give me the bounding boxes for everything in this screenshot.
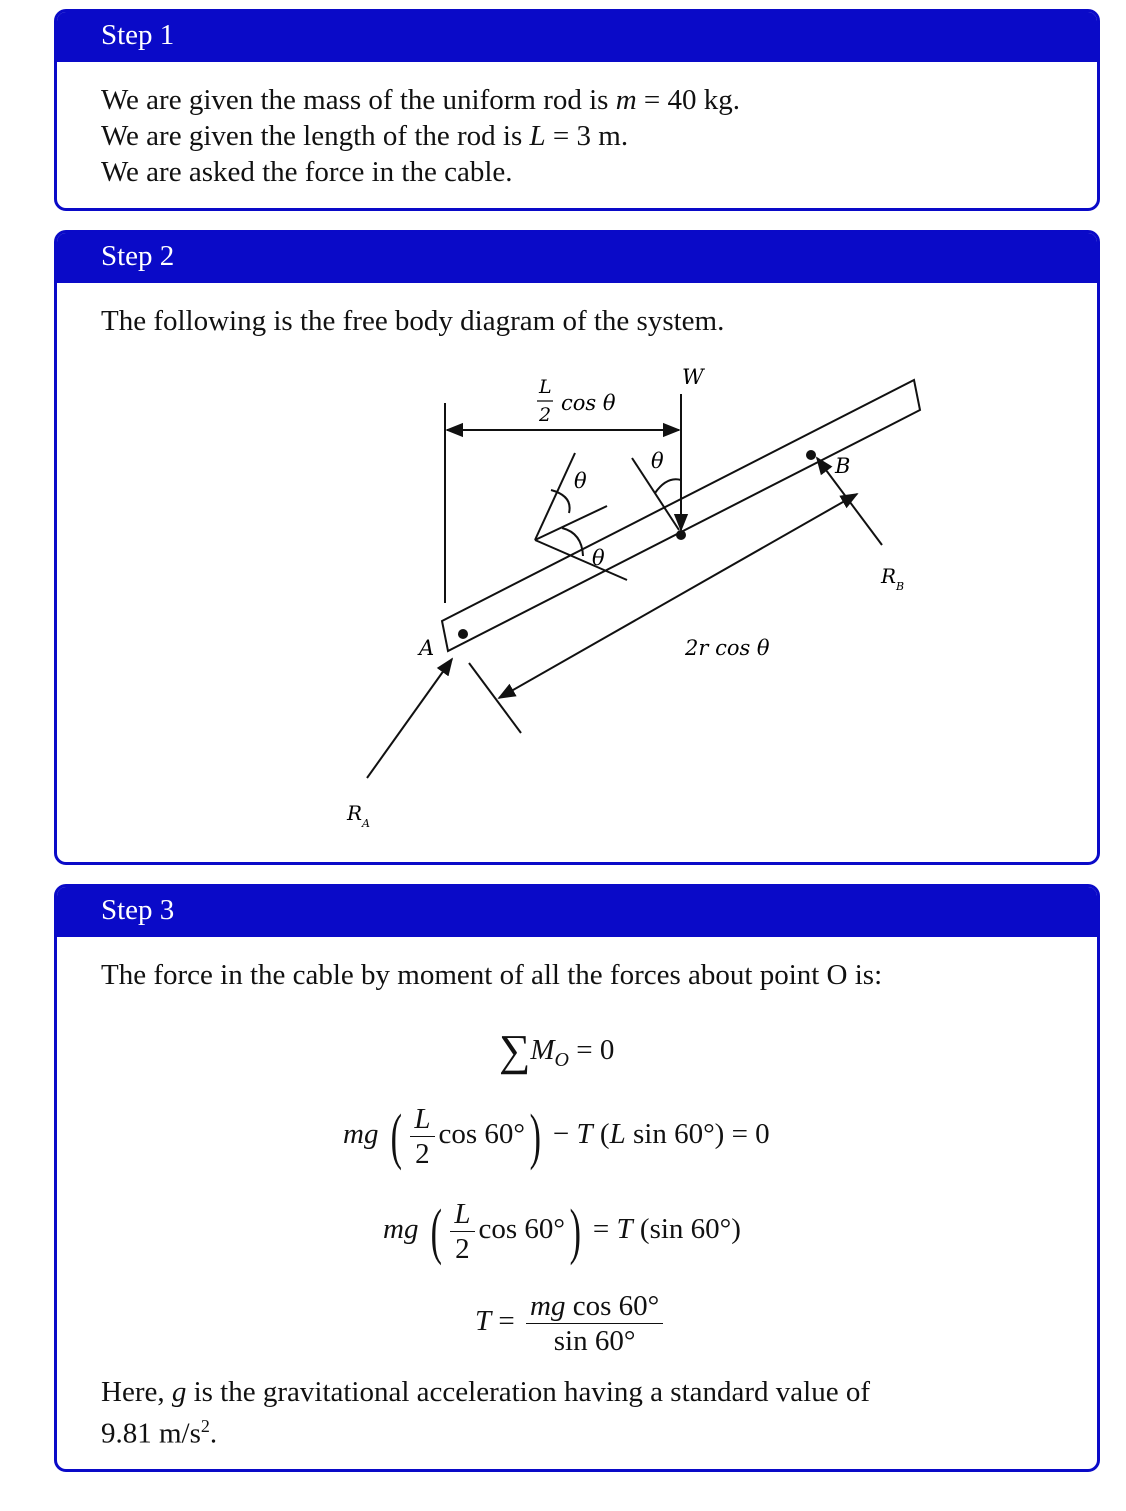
free-body-diagram (287, 358, 937, 838)
moment-rhs: = 0 (569, 1034, 615, 1066)
step-2-body (57, 283, 1097, 339)
note-rest: is the gravitational acceleration having a standard value of (186, 1376, 870, 1408)
theta-label-upper: θ (574, 469, 587, 493)
note-g: g (171, 1376, 187, 1408)
pin-a (458, 629, 468, 639)
eq2-den: 2 (415, 1138, 430, 1170)
gravity-note (101, 1375, 1053, 1451)
eq3-fraction (450, 1197, 474, 1266)
mass-value: = 40 kg. (636, 84, 741, 116)
eq3-mg: mg (383, 1213, 419, 1246)
note-value: 9.81 m/s (101, 1417, 201, 1450)
long-dimension (499, 494, 857, 698)
given-mass-line (101, 82, 1053, 118)
eq3-den: 2 (455, 1233, 470, 1265)
eq2-num: L (410, 1102, 434, 1137)
eq4-cos: cos 60° (565, 1290, 660, 1322)
eq2-sin: sin 60°) = 0 (625, 1118, 770, 1151)
eq4-equals: = (491, 1305, 522, 1338)
label-b: B (835, 454, 851, 478)
eq2-minus: − (552, 1118, 577, 1151)
eq2-T: T (576, 1118, 593, 1151)
given-length-text: We are given the length of the rod is (101, 120, 530, 152)
label-rb: R (881, 564, 897, 588)
length-variable: L (529, 120, 546, 152)
step-3-body (57, 937, 1097, 993)
note-prefix: Here, (101, 1376, 172, 1408)
half-length-den: 2 (539, 404, 552, 426)
step-3-title: Step 3 (57, 887, 1097, 937)
label-ra: R (347, 801, 363, 825)
note-end: . (209, 1417, 218, 1450)
eq3-num: L (450, 1197, 474, 1232)
half-length-num: L (539, 376, 552, 398)
label-rb-sub: B (896, 580, 905, 593)
theta-label-lower: θ (592, 546, 605, 570)
sum-symbol: ∑ (499, 1026, 531, 1075)
step-1-card (54, 9, 1100, 211)
eq4-den: sin 60° (553, 1325, 636, 1357)
eq2-fraction (410, 1102, 434, 1171)
eq4-fraction (526, 1289, 663, 1358)
mass-variable: m (615, 84, 637, 116)
center-of-mass (676, 530, 686, 540)
moment-var: M (530, 1034, 555, 1066)
given-mass-text: We are given the mass of the uniform rod is (101, 84, 616, 116)
eq3-equals: = (592, 1213, 617, 1246)
theta-label-w: θ (651, 449, 664, 473)
half-length-cos: cos θ (561, 391, 616, 415)
length-value: = 3 m. (545, 120, 629, 152)
step-1-title: Step 1 (57, 12, 1097, 62)
label-ra-sub: A (362, 817, 370, 830)
eq2-L: L (609, 1118, 626, 1151)
dimension-tick (469, 663, 521, 733)
equation-tension (475, 1289, 667, 1358)
eq2-cos: cos 60° (438, 1118, 526, 1151)
step-2-title: Step 2 (57, 233, 1097, 283)
label-a: A (419, 636, 435, 660)
eq2-mg: mg (343, 1118, 379, 1151)
moment-sub: O (554, 1048, 569, 1071)
eq3-cos: cos 60° (478, 1213, 566, 1246)
equation-sum-moments (499, 1025, 614, 1076)
step-2-card (54, 230, 1100, 865)
equation-rearranged: mg ( $\frac{L}{2}$ cos 60°) = T (sin 60°) (383, 1197, 741, 1266)
equation-moment-balance: mg ( $\frac{L}{2}$ cos 60°) − T (L sin 60°) = 0 (343, 1102, 770, 1171)
asked-text: We are asked the force in the cable. (101, 156, 513, 188)
dimension-2rcos: 2r cos θ (685, 636, 770, 660)
reaction-a-arrow (367, 659, 452, 778)
weight-label: W (682, 365, 704, 389)
eq4-mg: mg (530, 1290, 566, 1322)
eq4-T: T (475, 1305, 492, 1338)
eq2-paren: ( (592, 1118, 610, 1151)
note-exponent: 2 (200, 1416, 210, 1436)
fbd-intro: The following is the free body diagram of the system. (101, 305, 725, 337)
moment-intro: The force in the cable by moment of all the forces about point O is: (101, 959, 883, 991)
asked-line (101, 154, 1053, 190)
eq3-rest: (sin 60°) (632, 1213, 741, 1246)
given-length-line (101, 118, 1053, 154)
step-1-body (57, 62, 1097, 190)
eq3-T: T (616, 1213, 633, 1246)
step-3-card (54, 884, 1100, 1472)
pin-b (806, 450, 816, 460)
